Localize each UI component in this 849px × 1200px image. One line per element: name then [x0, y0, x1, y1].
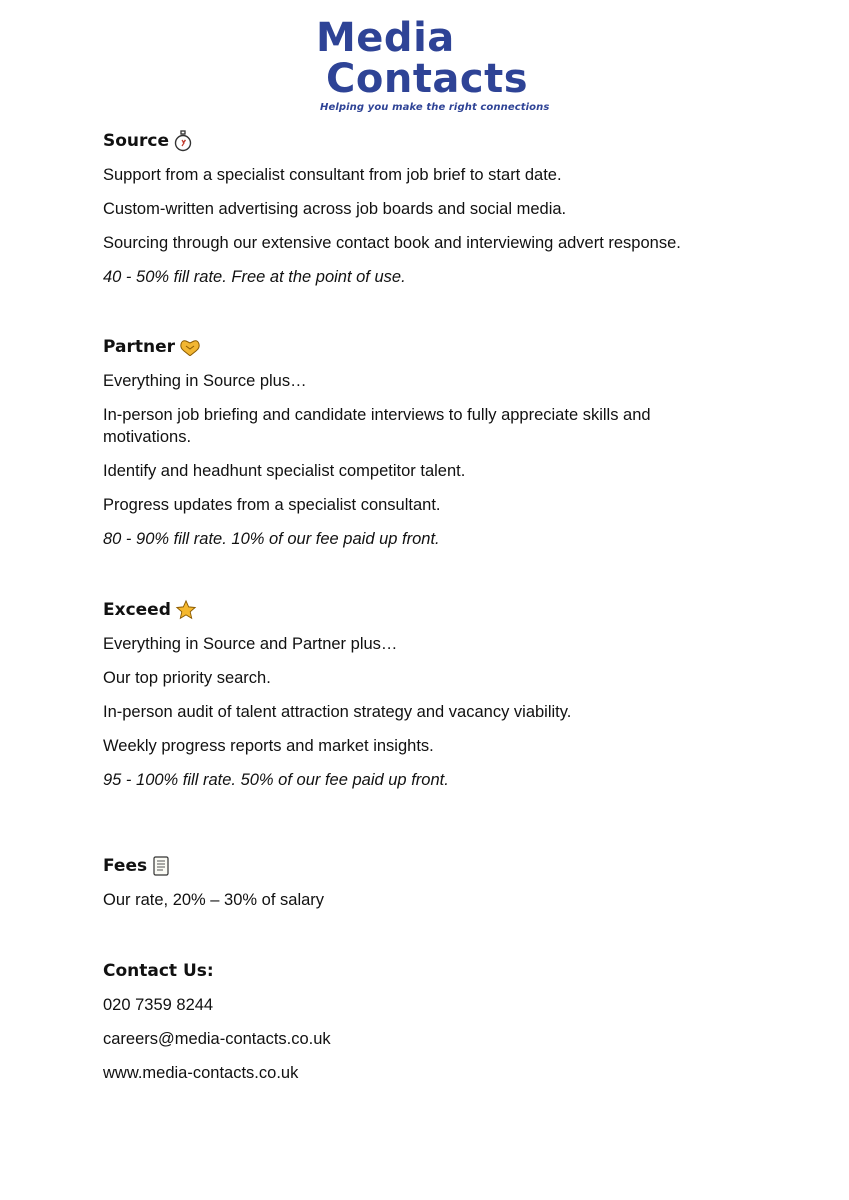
stopwatch-icon [173, 130, 195, 152]
partner-title: Partner [103, 337, 176, 357]
logo-word-media: Media [316, 15, 455, 61]
partner-section [103, 334, 723, 548]
source-line-2: Custom-written advertising across job boards and social media. [103, 200, 567, 218]
source-line-1: Support from a specialist consultant from job brief to start date. [103, 166, 562, 184]
exceed-line-2: Our top priority search. [103, 669, 271, 687]
contact-phone[interactable]: 020 7359 8244 [103, 996, 214, 1014]
fees-section [103, 853, 723, 909]
star-icon [175, 599, 197, 621]
source-title: Source [103, 131, 170, 151]
contact-website-link[interactable]: www.media-contacts.co.uk [103, 1064, 299, 1082]
partner-line-4: Progress updates from a specialist consultant. [103, 496, 441, 514]
partner-line-2: In-person job briefing and candidate interviews to fully appreciate skills and motivations. [103, 406, 651, 446]
exceed-line-3: In-person audit of talent attraction strategy and vacancy viability. [103, 703, 572, 721]
exceed-line-1: Everything in Source and Partner plus… [103, 635, 398, 653]
source-fill-rate: 40 - 50% fill rate. Free at the point of use. [103, 268, 406, 286]
fees-rate: Our rate, 20% – 30% of salary [103, 891, 325, 909]
partner-fill-rate: 80 - 90% fill rate. 10% of our fee paid up front. [103, 530, 440, 548]
fees-heading [103, 853, 723, 879]
exceed-title: Exceed [103, 600, 171, 620]
media-contacts-logo [316, 15, 550, 118]
contact-heading [103, 958, 723, 984]
contact-section [103, 958, 723, 1082]
logo-tagline: Helping you make the right connections [320, 102, 550, 113]
partner-line-3: Identify and headhunt specialist competitor talent. [103, 462, 466, 480]
partner-heading [103, 334, 723, 360]
exceed-line-4: Weekly progress reports and market insights. [103, 737, 434, 755]
source-line-3: Sourcing through our extensive contact book and interviewing advert response. [103, 234, 681, 252]
source-section [103, 128, 723, 286]
exceed-heading [103, 597, 723, 623]
partner-line-1: Everything in Source plus… [103, 372, 307, 390]
fees-title: Fees [103, 856, 148, 876]
source-heading [103, 128, 723, 154]
exceed-section [103, 597, 723, 789]
contact-email-link[interactable]: careers@media-contacts.co.uk [103, 1030, 331, 1048]
logo-word-contacts: Contacts [326, 56, 529, 102]
contact-title: Contact Us: [103, 961, 214, 981]
handshake-icon [179, 336, 201, 358]
exceed-fill-rate: 95 - 100% fill rate. 50% of our fee paid up front. [103, 771, 449, 789]
scroll-icon [151, 855, 173, 877]
